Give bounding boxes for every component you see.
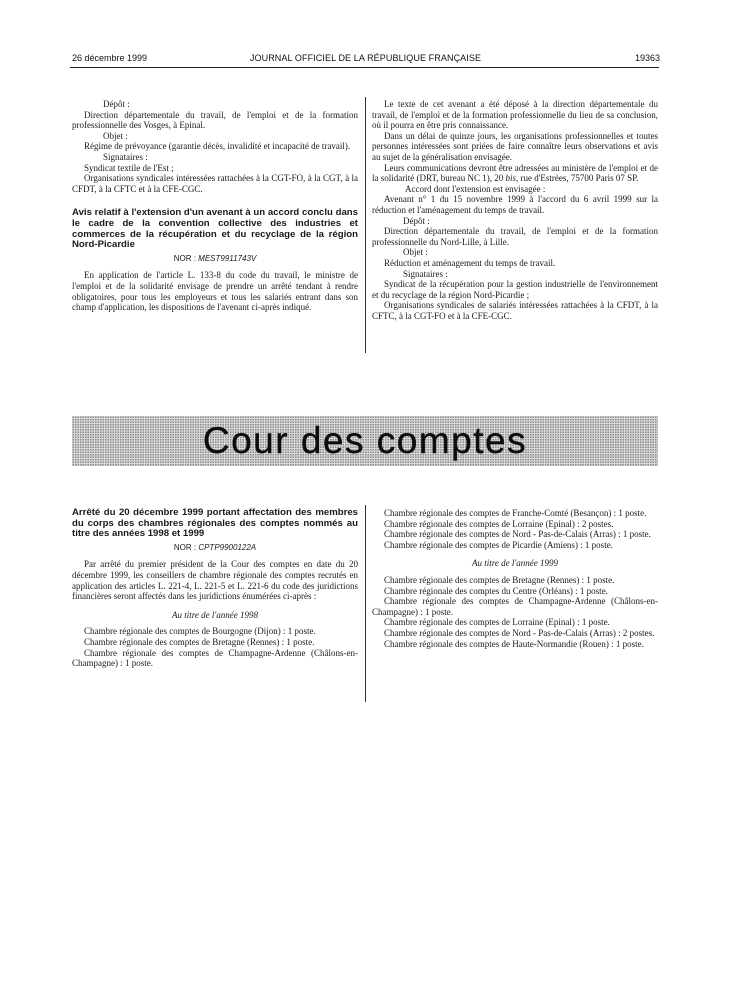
chamber-item: Chambre régionale des comptes de Franche-Comté (Besançon) : 1 poste. (384, 508, 647, 518)
depot-text: Direction départementale du travail, de l'emploi et de la formation professionnelle du Nord-Lille, à Lille. (372, 226, 658, 247)
chamber-item: Chambre régionale des comptes de Lorraine (Epinal) : 1 poste. (384, 617, 610, 628)
chamber-item: Chambre régionale des comptes de Haute-Normandie (Rouen) : 1 poste. (384, 638, 644, 649)
chamber-item: Chambre régionale des comptes de Lorraine (Epinal) : 2 postes. (384, 518, 614, 529)
objet-label: Objet : (103, 130, 128, 141)
nor-reference (72, 254, 358, 265)
nor-label: NOR : (173, 542, 197, 552)
chamber-item: Chambre régionale des comptes de Bourgogne (Dijon) : 1 poste. (84, 626, 316, 637)
signataires-item: Organisations syndicales de salariés intéressées rattachées à la CFDT, à la CFTC, à la CGT-FO et à la CFE-CGC. (372, 300, 658, 321)
signataires-item: Syndicat textile de l'Est ; (84, 162, 174, 173)
header-date: 26 décembre 1999 (72, 53, 148, 63)
depot-text: Direction départementale du travail, de l'emploi et de la formation professionnelle des Vosges, à Epinal. (72, 109, 358, 131)
section-banner (72, 416, 658, 466)
objet-text: Régime de prévoyance (garantie décès, invalidité et incapacité de travail). (84, 141, 351, 152)
address-part: Leurs communications devront être adressées au ministère de l'emploi et de la solidarité (DRT, bureau NC 1), 20 (372, 162, 658, 184)
depot-label: Dépôt : (403, 215, 430, 226)
depot-label: Dépôt : (103, 99, 130, 109)
top-left-column (72, 99, 358, 313)
nor-reference (72, 543, 358, 554)
accord-label: Accord dont l'extension est envisagée : (405, 183, 546, 194)
chamber-item: Chambre régionale des comptes du Centre (Orléans) : 1 poste. (384, 585, 608, 596)
nor-label: NOR : (173, 253, 196, 263)
objet-label: Objet : (403, 247, 428, 258)
address-part: , rue d'Estrées, 75700 Paris 07 SP. (516, 173, 639, 184)
avis-heading: Avis relatif à l'extension d'un avenant à un accord conclu dans le cadre de la convention collective des industries et commerces de la récupération et du recyclage de la région Nord-Picardie (72, 207, 358, 251)
header-journal-title: JOURNAL OFFICIEL DE LA RÉPUBLIQUE FRANÇAISE (249, 53, 482, 63)
arrete-intro: Par arrêté du premier président de la Cour des comptes en date du 20 décembre 1999, les conseillers de chambre régionale des comptes recrutés en application des articles L. 221-4, L. 221-5 et L. 221-6 du code des juridictions financières seront affectés dans les juridictions énumérées ci-après : (72, 559, 358, 602)
signataires-label: Signataires : (103, 151, 148, 162)
column-divider (365, 505, 366, 702)
section-1998-title: Au titre de l'année 1998 (171, 609, 259, 620)
chamber-item: Chambre régionale des comptes de Bretagne (Rennes) : 1 poste. (384, 574, 615, 585)
address-bis: bis (505, 173, 517, 184)
signataires-item: Organisations syndicales intéressées rattachées à la CGT-FO, à la CGT, à la CFDT, à la CFTC et à la CFE-CGC. (72, 173, 358, 194)
chamber-item: Chambre régionale des comptes de Nord - Pas-de-Calais (Arras) : 2 postes. (384, 627, 655, 638)
banner-title: Cour des comptes (202, 420, 528, 461)
accord-text: Avenant n° 1 du 15 novembre 1999 à l'accord du 6 avril 1999 sur la réduction et l'aménagement du temps de travail. (372, 194, 658, 215)
chamber-item: Chambre régionale des comptes de Champagne-Ardenne (Châlons-en-Champagne) : 1 poste. (372, 596, 658, 617)
header-rule (70, 67, 659, 68)
bottom-left-column (72, 508, 358, 669)
chamber-item: Chambre régionale des comptes de Picardie (Amiens) : 1 poste. (384, 539, 613, 550)
section-1999-title: Au titre de l'année 1999 (471, 558, 559, 569)
arrete-heading: Arrêté du 20 décembre 1999 portant affectation des membres du corps des chambres régionales des comptes nommés au titre des années 1998 et 1999 (72, 507, 358, 540)
chamber-item: Chambre régionale des comptes de Champagne-Ardenne (Châlons-en-Champagne) : 1 poste. (72, 647, 358, 669)
signataires-item: Syndicat de la récupération pour la gestion industrielle de l'environnement et du recyclage de la région Nord-Picardie ; (372, 279, 658, 300)
depot-notice: Le texte de cet avenant a été déposé à la direction départementale du travail, de l'emploi et de la formation professionnelle du lieu de sa conclusion, où il pourra en être pris connaissance. (372, 99, 658, 131)
avis-body: En application de l'article L. 133-8 du code du travail, le ministre de l'emploi et de la solidarité envisage de prendre un arrêté tendant à rendre obligatoires, pour tous les employeurs et tous les salariés entrant dans son champ d'application, les dispositions de l'avenant ci-après indiqué. (72, 270, 358, 313)
signataires-label: Signataires : (403, 268, 448, 279)
top-right-column (372, 99, 658, 321)
nor-code: MEST9911743V (198, 253, 257, 263)
chamber-item: Chambre régionale des comptes de Nord - Pas-de-Calais (Arras) : 1 poste. (384, 529, 651, 540)
objet-text: Réduction et aménagement du temps de travail. (384, 257, 556, 268)
header-page-number: 19363 (634, 53, 660, 63)
chamber-item: Chambre régionale des comptes de Bretagne (Rennes) : 1 poste. (84, 636, 315, 647)
bottom-right-column (372, 508, 658, 649)
column-divider (365, 97, 366, 353)
delay-notice: Dans un délai de quinze jours, les organisations professionnelles et toutes personnes intéressées sont priées de faire connaître leurs observations et avis au sujet de la généralisation envisagée. (372, 130, 658, 162)
nor-code: CPTP9900122A (198, 542, 257, 552)
address-notice (372, 163, 658, 184)
